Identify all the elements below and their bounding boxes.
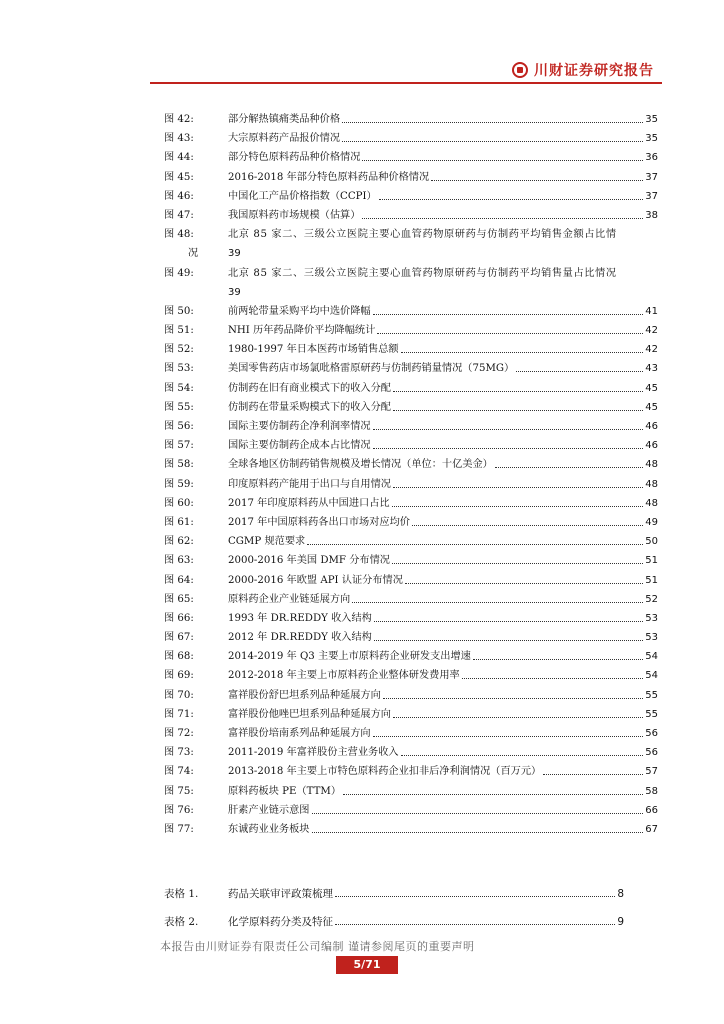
table-entry xyxy=(228,880,624,908)
dot-leader xyxy=(312,820,644,833)
table-list xyxy=(164,880,624,936)
dot-leader xyxy=(374,609,643,622)
figure-label: 图 72: xyxy=(164,728,194,740)
figure-entry xyxy=(228,782,658,801)
figure-title: NHI 历年药品降价平均降幅统计 xyxy=(228,325,376,337)
figure-title: 部分特色原料药品种价格情况 xyxy=(228,152,361,164)
figure-label: 图 75: xyxy=(164,785,194,797)
figure-label: 图 68: xyxy=(164,651,194,663)
dot-leader xyxy=(362,206,643,219)
figure-entry xyxy=(228,686,658,705)
figure-label: 图 62: xyxy=(164,536,194,548)
figure-label: 图 63: xyxy=(164,555,194,567)
figure-page: 48 xyxy=(645,497,658,509)
toc-row[interactable] xyxy=(164,225,658,263)
figure-title: 肝素产业链示意图 xyxy=(228,804,310,816)
figure-page: 56 xyxy=(645,747,658,759)
page-header xyxy=(0,0,724,90)
table-toc-row[interactable] xyxy=(164,908,624,936)
figure-title: 仿制药在旧有商业模式下的收入分配 xyxy=(228,382,391,394)
figure-entry xyxy=(228,110,658,129)
figure-page: 39 xyxy=(228,286,241,298)
figure-label: 图 77: xyxy=(164,823,194,835)
brand-name: 川财证券研究报告 xyxy=(534,63,654,79)
dot-leader xyxy=(373,417,644,430)
dot-leader xyxy=(335,908,615,925)
figure-entry xyxy=(228,494,658,513)
figure-title: 富祥股份培南系列品种延展方向 xyxy=(228,728,371,740)
figure-page: 35 xyxy=(645,133,658,145)
figure-title: 2012 年 DR.REDDY 收入结构 xyxy=(228,632,372,644)
dot-leader xyxy=(462,666,644,679)
figure-title: 中国化工产品价格指数（CCPI） xyxy=(228,190,377,202)
table-toc-row[interactable] xyxy=(164,880,624,908)
figure-title: 2017 年印度原料药从中国进口占比 xyxy=(228,497,390,509)
toc-row[interactable] xyxy=(164,321,658,340)
figure-label: 图 74: xyxy=(164,766,194,778)
figure-label: 图 56: xyxy=(164,421,194,433)
figure-entry xyxy=(228,359,658,378)
figure-title: 国际主要仿制药企成本占比情况 xyxy=(228,440,371,452)
dot-leader xyxy=(392,494,644,507)
figure-page: 49 xyxy=(645,516,658,528)
figure-page: 38 xyxy=(645,209,658,221)
figure-label: 图 49: xyxy=(164,267,194,279)
dot-leader xyxy=(383,686,643,699)
brand-logo-icon xyxy=(512,62,528,78)
toc-row[interactable] xyxy=(164,398,658,417)
dot-leader xyxy=(373,302,644,315)
figure-page: 53 xyxy=(645,632,658,644)
figure-label: 图 69: xyxy=(164,670,194,682)
figure-page: 51 xyxy=(645,574,658,586)
figure-entry xyxy=(228,321,658,340)
figure-title: 仿制药在带量采购模式下的收入分配 xyxy=(228,401,391,413)
figure-entry xyxy=(228,129,658,148)
table-page: 8 xyxy=(617,888,624,900)
figure-page: 41 xyxy=(645,305,658,317)
figure-label: 图 57: xyxy=(164,440,194,452)
dot-leader xyxy=(362,148,643,161)
figure-page: 42 xyxy=(645,344,658,356)
figure-page: 45 xyxy=(645,401,658,413)
figure-page: 54 xyxy=(645,670,658,682)
toc-row[interactable] xyxy=(164,379,658,398)
toc-row[interactable] xyxy=(164,686,658,705)
toc-row[interactable] xyxy=(164,666,658,685)
figure-page: 67 xyxy=(645,823,658,835)
toc-row[interactable] xyxy=(164,129,658,148)
figure-page: 56 xyxy=(645,728,658,740)
figure-entry xyxy=(228,475,658,494)
toc-row[interactable] xyxy=(164,762,658,781)
figure-label: 图 76: xyxy=(164,804,194,816)
figure-page: 66 xyxy=(645,804,658,816)
dot-leader xyxy=(392,551,643,564)
toc-row[interactable] xyxy=(164,743,658,762)
figure-entry xyxy=(228,398,658,417)
toc-row[interactable] xyxy=(164,302,658,321)
figure-entry xyxy=(228,705,658,724)
figure-entry xyxy=(228,379,658,398)
dot-leader xyxy=(335,880,615,897)
figure-label: 图 50: xyxy=(164,305,194,317)
figure-title: 原料药板块 PE（TTM） xyxy=(228,785,342,797)
dot-leader xyxy=(374,628,643,641)
figure-label: 图 73: xyxy=(164,747,194,759)
figure-label: 图 67: xyxy=(164,632,194,644)
figure-entry xyxy=(228,743,658,762)
toc-row[interactable] xyxy=(164,110,658,129)
figure-label: 图 45: xyxy=(164,171,194,183)
figure-label: 图 51: xyxy=(164,325,194,337)
figure-label: 图 66: xyxy=(164,612,194,624)
figure-entry xyxy=(228,417,658,436)
figure-title: 2000-2016 年美国 DMF 分布情况 xyxy=(228,555,390,567)
dot-leader xyxy=(393,475,643,488)
figure-title: 1993 年 DR.REDDY 收入结构 xyxy=(228,612,372,624)
toc-row[interactable] xyxy=(164,532,658,551)
dot-leader xyxy=(516,359,643,372)
figure-label: 图 59: xyxy=(164,478,194,490)
toc-row[interactable] xyxy=(164,206,658,225)
table-title: 药品关联审评政策梳理 xyxy=(228,888,333,900)
figure-title: 美国零售药店市场氯吡格雷原研药与仿制药销量情况（75MG） xyxy=(228,363,515,375)
toc-row[interactable] xyxy=(164,168,658,187)
toc-row[interactable] xyxy=(164,475,658,494)
figure-entry xyxy=(228,532,658,551)
figure-page: 48 xyxy=(645,459,658,471)
toc-row[interactable] xyxy=(164,187,658,206)
figure-title: 全球各地区仿制药销售规模及增长情况（单位：十亿美金） xyxy=(228,459,493,471)
figure-label-continued: 况 xyxy=(188,248,199,260)
toc-row[interactable] xyxy=(164,148,658,167)
toc-row[interactable] xyxy=(164,551,658,570)
figure-page: 53 xyxy=(645,612,658,624)
toc-row[interactable] xyxy=(164,705,658,724)
figure-title: 大宗原料药产品报价情况 xyxy=(228,133,341,145)
toc-row[interactable] xyxy=(164,590,658,609)
footer-disclaimer: 本报告由川财证券有限责任公司编制 谨请参阅尾页的重要声明 xyxy=(160,940,475,953)
table-entry xyxy=(228,908,624,936)
dot-leader xyxy=(377,321,643,334)
figure-page: 52 xyxy=(645,593,658,605)
toc-row[interactable] xyxy=(164,455,658,474)
figure-title: 2017 年中国原料药各出口市场对应均价 xyxy=(228,516,410,528)
figure-entry xyxy=(228,436,658,455)
figure-label: 图 61: xyxy=(164,516,194,528)
figure-page: 54 xyxy=(645,651,658,663)
figure-title: 1980-1997 年日本医药市场销售总额 xyxy=(228,344,399,356)
figure-label: 图 42: xyxy=(164,114,194,125)
figure-list xyxy=(164,110,658,839)
figure-page: 46 xyxy=(645,421,658,433)
figure-page: 39 xyxy=(228,248,241,260)
figure-entry xyxy=(228,647,658,666)
figure-label: 图 55: xyxy=(164,401,194,413)
dot-leader xyxy=(342,129,643,142)
dot-leader xyxy=(343,782,643,795)
dot-leader xyxy=(307,532,643,545)
figure-page: 45 xyxy=(645,382,658,394)
figure-entry xyxy=(228,571,658,590)
figure-label: 图 52: xyxy=(164,344,194,356)
toc-row[interactable] xyxy=(164,801,658,820)
figure-title: 2016-2018 年部分特色原料药品种价格情况 xyxy=(228,171,430,183)
figure-entry xyxy=(228,762,658,781)
dot-leader xyxy=(379,187,644,200)
figure-label: 图 46: xyxy=(164,190,194,202)
toc-row[interactable] xyxy=(164,340,658,359)
figure-page: 55 xyxy=(645,689,658,701)
figure-page: 50 xyxy=(645,536,658,548)
figure-label: 图 47: xyxy=(164,209,194,221)
figure-entry xyxy=(228,148,658,167)
figure-label: 图 70: xyxy=(164,689,194,701)
dot-leader xyxy=(393,705,643,718)
figure-title: 2014-2019 年 Q3 主要上市原料药企业研发支出增速 xyxy=(228,651,471,663)
figure-entry xyxy=(228,724,658,743)
toc-row[interactable] xyxy=(164,359,658,378)
figure-page: 57 xyxy=(645,766,658,778)
figure-page: 46 xyxy=(645,440,658,452)
figure-entry xyxy=(228,801,658,820)
figure-label: 图 65: xyxy=(164,593,194,605)
toc-row[interactable] xyxy=(164,513,658,532)
figure-title: 东诚药业业务板块 xyxy=(228,823,310,835)
figure-label: 图 54: xyxy=(164,382,194,394)
figure-title: 2000-2016 年欧盟 API 认证分布情况 xyxy=(228,574,403,586)
figure-title: 2013-2018 年主要上市特色原料药企业扣非后净利润情况（百万元） xyxy=(228,766,542,778)
figure-title: 北京 85 家二、三级公立医院主要心血管药物原研药与仿制药平均销售量占比情况 xyxy=(228,267,617,279)
figure-entry xyxy=(228,455,658,474)
table-label: 表格 1. xyxy=(164,888,199,900)
toc-row[interactable] xyxy=(164,494,658,513)
figure-page: 35 xyxy=(645,114,658,125)
figure-label: 图 53: xyxy=(164,363,194,375)
dot-leader xyxy=(352,590,643,603)
figure-entry xyxy=(228,551,658,570)
figure-title: 我国原料药市场规模（估算） xyxy=(228,209,361,221)
figure-title: 国际主要仿制药企净利润率情况 xyxy=(228,421,371,433)
toc-row[interactable] xyxy=(164,628,658,647)
table-title: 化学原料药分类及特征 xyxy=(228,916,333,928)
figure-label: 图 48: xyxy=(164,229,194,241)
dot-leader xyxy=(431,168,643,181)
dot-leader xyxy=(412,513,643,526)
figure-title: 富祥股份舒巴坦系列品种延展方向 xyxy=(228,689,381,701)
figure-entry xyxy=(228,302,658,321)
figure-entry xyxy=(228,513,658,532)
figure-entry xyxy=(228,206,658,225)
dot-leader xyxy=(543,762,643,775)
dot-leader xyxy=(473,647,643,660)
figure-label: 图 58: xyxy=(164,459,194,471)
brand xyxy=(512,60,654,80)
toc-row[interactable] xyxy=(164,647,658,666)
dot-leader xyxy=(401,340,644,353)
figure-page: 55 xyxy=(645,708,658,720)
figure-title: 2012-2018 年主要上市原料药企业整体研发费用率 xyxy=(228,670,460,682)
figure-entry xyxy=(228,168,658,187)
figure-page: 48 xyxy=(645,478,658,490)
toc-row[interactable] xyxy=(164,436,658,455)
figure-page: 43 xyxy=(645,363,658,375)
figure-label: 图 64: xyxy=(164,574,194,586)
figure-entry xyxy=(228,609,658,628)
toc-row[interactable] xyxy=(164,264,658,302)
dot-leader xyxy=(393,398,643,411)
figure-label: 图 71: xyxy=(164,708,194,720)
figure-title: 富祥股份他唑巴坦系列品种延展方向 xyxy=(228,708,391,720)
dot-leader xyxy=(495,455,643,468)
figure-page: 37 xyxy=(645,190,658,202)
figure-label: 图 43: xyxy=(164,133,194,145)
toc-row[interactable] xyxy=(164,609,658,628)
figure-entry xyxy=(228,628,658,647)
header-divider xyxy=(150,82,662,84)
table-page: 9 xyxy=(617,916,624,928)
figure-entry xyxy=(228,820,658,839)
figure-label: 图 44: xyxy=(164,152,194,164)
figure-entry xyxy=(228,187,658,206)
figure-page: 36 xyxy=(645,152,658,164)
toc-row[interactable] xyxy=(164,571,658,590)
toc-row[interactable] xyxy=(164,820,658,839)
figure-page: 51 xyxy=(645,555,658,567)
dot-leader xyxy=(405,571,643,584)
toc-row[interactable] xyxy=(164,417,658,436)
figure-title: 2011-2019 年富祥股份主营业务收入 xyxy=(228,747,399,759)
toc-row[interactable] xyxy=(164,782,658,801)
figure-page: 37 xyxy=(645,171,658,183)
toc-row[interactable] xyxy=(164,724,658,743)
figure-title: 印度原料药产能用于出口与自用情况 xyxy=(228,478,391,490)
table-label: 表格 2. xyxy=(164,916,199,928)
figure-entry xyxy=(228,340,658,359)
dot-leader xyxy=(373,724,644,737)
figure-title: 北京 85 家二、三级公立医院主要心血管药物原研药与仿制药平均销售金额占比情 xyxy=(228,229,617,241)
figure-title: 前两轮带量采购平均中选价降幅 xyxy=(228,305,371,317)
figure-title: CGMP 规范要求 xyxy=(228,536,306,548)
dot-leader xyxy=(393,379,643,392)
figure-page: 42 xyxy=(645,325,658,337)
dot-leader xyxy=(401,743,644,756)
figure-title: 部分解热镇痛类品种价格 xyxy=(228,114,341,125)
figure-label: 图 60: xyxy=(164,497,194,509)
figure-entry xyxy=(228,590,658,609)
dot-leader xyxy=(373,436,644,449)
page-number: 5/71 xyxy=(336,956,398,974)
dot-leader xyxy=(312,801,644,814)
figure-title: 原料药企业产业链延展方向 xyxy=(228,593,351,605)
figure-page: 58 xyxy=(645,785,658,797)
figure-entry xyxy=(228,666,658,685)
dot-leader xyxy=(342,110,643,123)
